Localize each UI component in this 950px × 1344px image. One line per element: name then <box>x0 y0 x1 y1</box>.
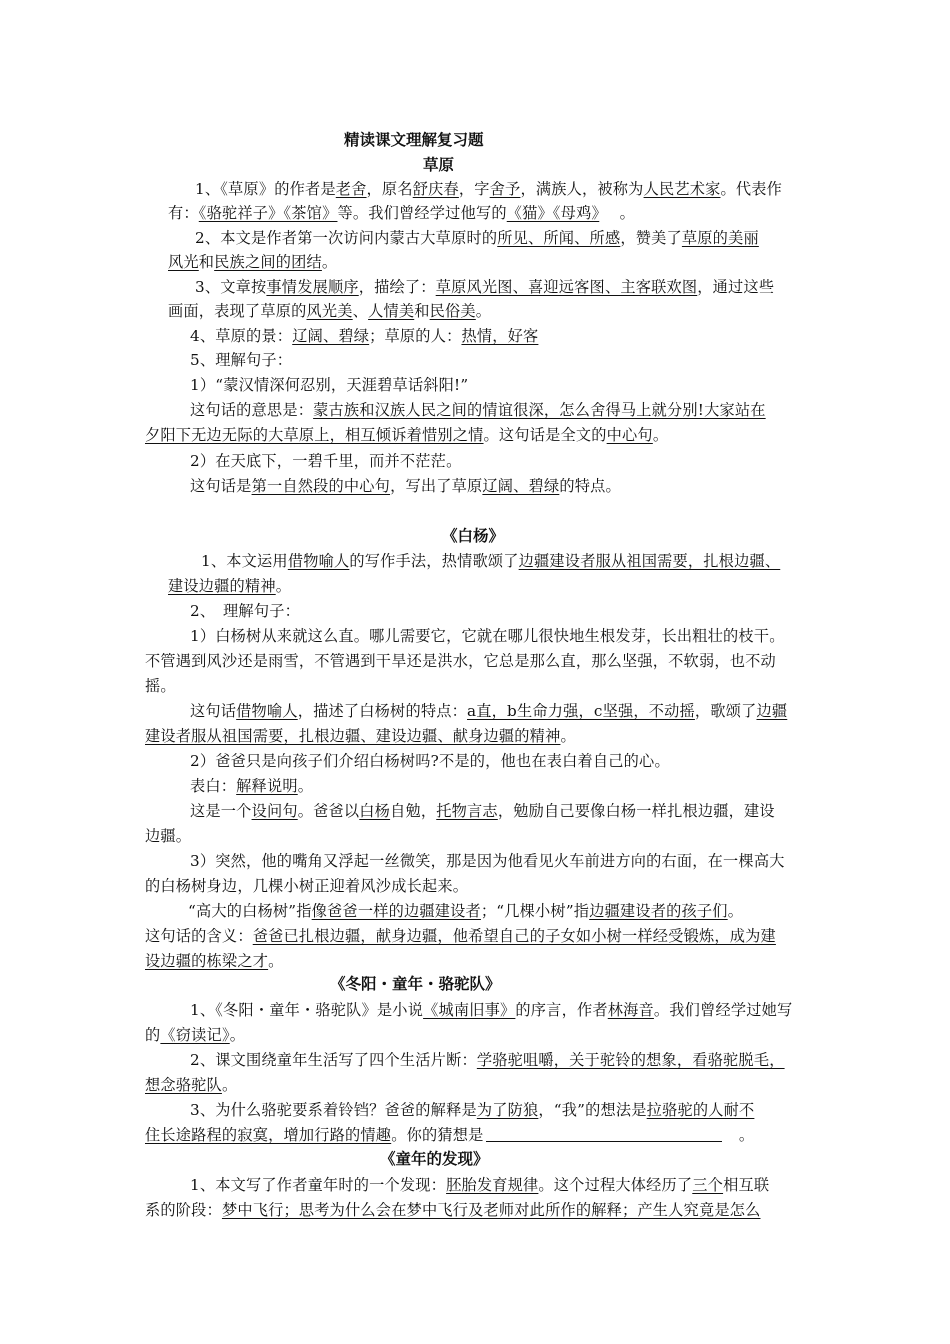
question-text: “高大的白杨树”指 <box>188 902 312 920</box>
text-line <box>190 373 468 397</box>
question-text: 1、本文运用 <box>201 552 288 570</box>
text-line <box>190 324 538 348</box>
question-text: 的序言，作者 <box>515 1001 608 1019</box>
answer-text: 所见、所闻、所感 <box>497 229 621 247</box>
question-text: ，歌颂了 <box>694 702 757 720</box>
answer-text: 草原风光图、喜迎远客图、主客联欢图 <box>435 278 698 296</box>
answer-text: 解释说明 <box>236 777 298 795</box>
answer-text: 住长途路程的寂寞，增加行路的情趣 <box>145 1126 392 1144</box>
answer-text: 学骆驼咀嚼，关于驼铃的想象，看骆驼脱毛， <box>476 1051 785 1069</box>
question-text: 。这个过程大体经历了 <box>538 1176 693 1194</box>
answer-text: a直，b生命力强，c坚强，不动摇 <box>467 702 695 720</box>
question-text: 。 <box>475 302 492 320</box>
answer-text: 拉骆驼的人耐不 <box>646 1101 755 1119</box>
question-text: 。 <box>727 902 744 920</box>
answer-text: 辽阔、碧绿 <box>482 477 560 495</box>
text-line <box>145 949 284 973</box>
answer-text: 设边疆的栋梁之才 <box>145 952 269 970</box>
answer-text: 夕阳下无边无际的大草原上，相互倾诉着惜别之情 <box>145 426 484 444</box>
answer-text: 事情发展顺序 <box>266 278 359 296</box>
text-line <box>190 474 621 498</box>
question-text: 2、课文围绕童年生活写了四个生活片断： <box>190 1051 477 1069</box>
question-text: 。我们曾经学过她写 <box>653 1001 793 1019</box>
question-text: 和 <box>414 302 430 320</box>
answer-text: 《猫》《母鸡》 <box>506 204 600 222</box>
text-line <box>190 398 766 422</box>
question-text: 。 <box>221 1076 238 1094</box>
question-text: 。 <box>229 1026 246 1044</box>
text-line <box>145 924 776 948</box>
question-text: 1、本文写了作者童年时的一个发现： <box>190 1176 447 1194</box>
question-text: ，勉励自己要像白杨一样扎根边疆，建设 <box>497 802 775 820</box>
question-text: 。爸爸以 <box>297 802 360 820</box>
section-title: 《冬阳・童年・骆驼队》 <box>330 975 501 993</box>
question-text: 2、本文是作者第一次访问内蒙古大草原时的 <box>195 229 498 247</box>
section-title: 草原 <box>423 156 455 174</box>
text-line <box>190 449 461 473</box>
question-text: 系的阶段： <box>145 1201 222 1219</box>
question-text: 3）突然，他的嘴角又浮起一丝微笑，那是因为他看见火车前进方向的右面，在一棵高大 <box>190 852 785 870</box>
text-line <box>145 824 191 848</box>
answer-text: 《骆驼祥子》《茶馆》 <box>198 204 338 222</box>
section-title: 《童年的发现》 <box>380 1150 489 1168</box>
text-line <box>195 275 774 299</box>
question-text: 1）“蒙汉情深何忍别，天涯碧草话斜阳!” <box>190 376 469 394</box>
question-text: ，“我”的想法是 <box>538 1101 647 1119</box>
text-line <box>168 250 337 274</box>
text-line <box>168 299 491 323</box>
question-text: ，满族人，被称为 <box>520 180 644 198</box>
question-text: 的白杨树身边，几棵小树正迎着风沙成长起来。 <box>145 877 469 895</box>
answer-text: 想念骆驼队 <box>145 1076 222 1094</box>
text-line <box>145 724 576 748</box>
question-text: 、 <box>352 302 369 320</box>
question-text: 这句话是 <box>190 477 252 495</box>
text-line <box>145 874 468 898</box>
text-line <box>195 177 782 201</box>
document-heading: 精读课文理解复习题 <box>344 131 484 149</box>
answer-text: 舍予 <box>489 180 521 198</box>
answer-text: 民族之间的团结 <box>214 253 322 271</box>
question-text: 的 <box>145 1026 161 1044</box>
question-text: 这是一个 <box>190 802 252 820</box>
question-text: 这句话的意思是： <box>190 401 314 419</box>
text-line <box>145 649 776 673</box>
question-text: 。 <box>652 426 669 444</box>
text-line <box>145 674 176 698</box>
text-line <box>168 574 291 598</box>
answer-text: 建设者服从祖国需要，扎根边疆、建设边疆、献身边疆的精神 <box>145 727 561 745</box>
text-line <box>145 1123 754 1147</box>
question-text: ；“几棵小树”指 <box>480 902 590 920</box>
answer-text: 风光美 <box>306 302 353 320</box>
question-text: 。 <box>268 952 284 970</box>
answer-text: 梦中飞行；思考为什么会在梦中飞行及老师对此所作的解释；产生人究竟是怎么 <box>221 1201 761 1219</box>
text-line <box>145 1198 761 1222</box>
text-line <box>190 774 313 798</box>
text-line <box>190 599 300 623</box>
text-line <box>190 849 785 873</box>
answer-text: 边疆 <box>756 702 788 720</box>
question-text: 和 <box>198 253 215 271</box>
question-text: ；草原的人： <box>369 327 462 345</box>
answer-text: 设问句 <box>251 802 298 820</box>
answer-text: 托物言志 <box>436 802 498 820</box>
answer-text: 借物喻人 <box>236 702 298 720</box>
question-text: 的特点。 <box>559 477 621 495</box>
text-line <box>190 699 787 723</box>
question-text: 1、《冬阳・童年・骆驼队》是小说 <box>190 1001 424 1019</box>
answer-text: 中心句 <box>606 426 653 444</box>
text-line <box>195 226 759 250</box>
question-text: 2）爸爸只是向孩子们介绍白杨树吗?不是的，他也在表白着自己的心。 <box>190 752 670 770</box>
question-text: 。 <box>560 727 576 745</box>
text-line <box>145 423 668 447</box>
answer-text: 边疆建设者服从祖国需要，扎根边疆、 <box>518 552 781 570</box>
text-line <box>190 1173 769 1197</box>
answer-text: 像爸爸一样的边疆建设者 <box>311 902 481 920</box>
question-text: 不管遇到风沙还是雨雪，不管遇到干旱还是洪水，它总是那么直，那么坚强，不软弱，也不动 <box>145 652 776 670</box>
answer-text: 热情，好客 <box>461 327 539 345</box>
question-text: 边疆。 <box>145 827 192 845</box>
answer-text: 《窃读记》 <box>160 1026 230 1044</box>
question-text: 。 <box>275 577 292 595</box>
question-text: 。 <box>723 1126 755 1144</box>
text-line <box>190 348 292 372</box>
text-line <box>190 749 670 773</box>
answer-text: 爸爸已扎根边疆，献身边疆，他希望自己的子女如小树一样经受锻炼，成为建 <box>252 927 776 945</box>
question-text: 。这句话是全文的 <box>483 426 607 444</box>
question-text: 。你的猜想是 <box>391 1126 484 1144</box>
text-line <box>168 201 635 225</box>
question-text: 3、文章按 <box>195 278 267 296</box>
question-text: 这句话的含义： <box>145 927 253 945</box>
question-text: 等。我们曾经学过他写的 <box>337 204 507 222</box>
question-text: 2）在天底下，一碧千里，而并不茫茫。 <box>190 452 462 470</box>
answer-text: 白杨 <box>359 802 391 820</box>
question-text: ，字 <box>458 180 490 198</box>
text-line <box>190 1048 785 1072</box>
answer-text: 风光 <box>168 253 199 271</box>
answer-text: 胚胎发育规律 <box>446 1176 539 1194</box>
question-text: ，原名 <box>366 180 413 198</box>
answer-text: 草原的美丽 <box>681 229 759 247</box>
answer-text: 人民艺术家 <box>643 180 721 198</box>
answer-text: 舒庆春 <box>412 180 459 198</box>
question-text: 2、 理解句子： <box>190 602 300 620</box>
answer-text: 林海音 <box>607 1001 654 1019</box>
question-text: 。 <box>599 204 636 222</box>
question-text: 这句话 <box>190 702 237 720</box>
text-line <box>190 624 785 648</box>
question-text: 。 <box>321 253 338 271</box>
question-text: 1、《草原》的作者是 <box>195 180 336 198</box>
question-text: 表白： <box>190 777 237 795</box>
question-text: 4、草原的景： <box>190 327 293 345</box>
answer-text: 边疆建设者的孩子们 <box>589 902 728 920</box>
text-line <box>190 1098 754 1122</box>
question-text: ，描述了白杨树的特点： <box>297 702 467 720</box>
answer-text: 人情美 <box>368 302 415 320</box>
question-text: 。 <box>297 777 314 795</box>
text-line <box>188 899 743 923</box>
question-text: 摇。 <box>145 677 176 695</box>
question-text: 自勉， <box>390 802 437 820</box>
question-text: ，赞美了 <box>620 229 682 247</box>
question-text: ，写出了草原 <box>390 477 483 495</box>
answer-text: 辽阔、碧绿 <box>292 327 370 345</box>
question-text: ，通过这些 <box>697 278 775 296</box>
question-text: 有： <box>168 204 199 222</box>
question-text: 5、理解句子： <box>190 351 293 369</box>
question-text: 的写作手法，热情歌颂了 <box>349 552 519 570</box>
text-line <box>190 799 775 823</box>
question-text: 3、为什么骆驼要系着铃铛？爸爸的解释是 <box>190 1101 477 1119</box>
question-text: 相互联 <box>723 1176 770 1194</box>
question-text: ，描绘了： <box>358 278 436 296</box>
answer-text: 民俗美 <box>429 302 476 320</box>
answer-text: 建设边疆的精神 <box>168 577 276 595</box>
question-text: 1）白杨树从来就这么直。哪儿需要它，它就在哪儿很快地生根发芽，长出粗壮的枝干。 <box>190 627 785 645</box>
question-text: 画面，表现了草原的 <box>168 302 307 320</box>
answer-blank[interactable] <box>486 1125 722 1142</box>
text-line <box>201 549 780 573</box>
answer-text: 第一自然段的中心句 <box>251 477 391 495</box>
answer-text: 借物喻人 <box>287 552 350 570</box>
answer-text: 三个 <box>692 1176 724 1194</box>
answer-text: 蒙古族和汉族人民之间的情谊很深，怎么舍得马上就分别!大家站在 <box>313 401 766 419</box>
answer-text: 为了防狼 <box>476 1101 539 1119</box>
text-line <box>190 998 792 1022</box>
question-text: 。代表作 <box>720 180 783 198</box>
answer-text: 老舍 <box>335 180 367 198</box>
text-line <box>145 1023 245 1047</box>
section-title: 《白杨》 <box>442 527 505 545</box>
text-line <box>145 1073 237 1097</box>
answer-text: 《城南旧事》 <box>423 1001 516 1019</box>
